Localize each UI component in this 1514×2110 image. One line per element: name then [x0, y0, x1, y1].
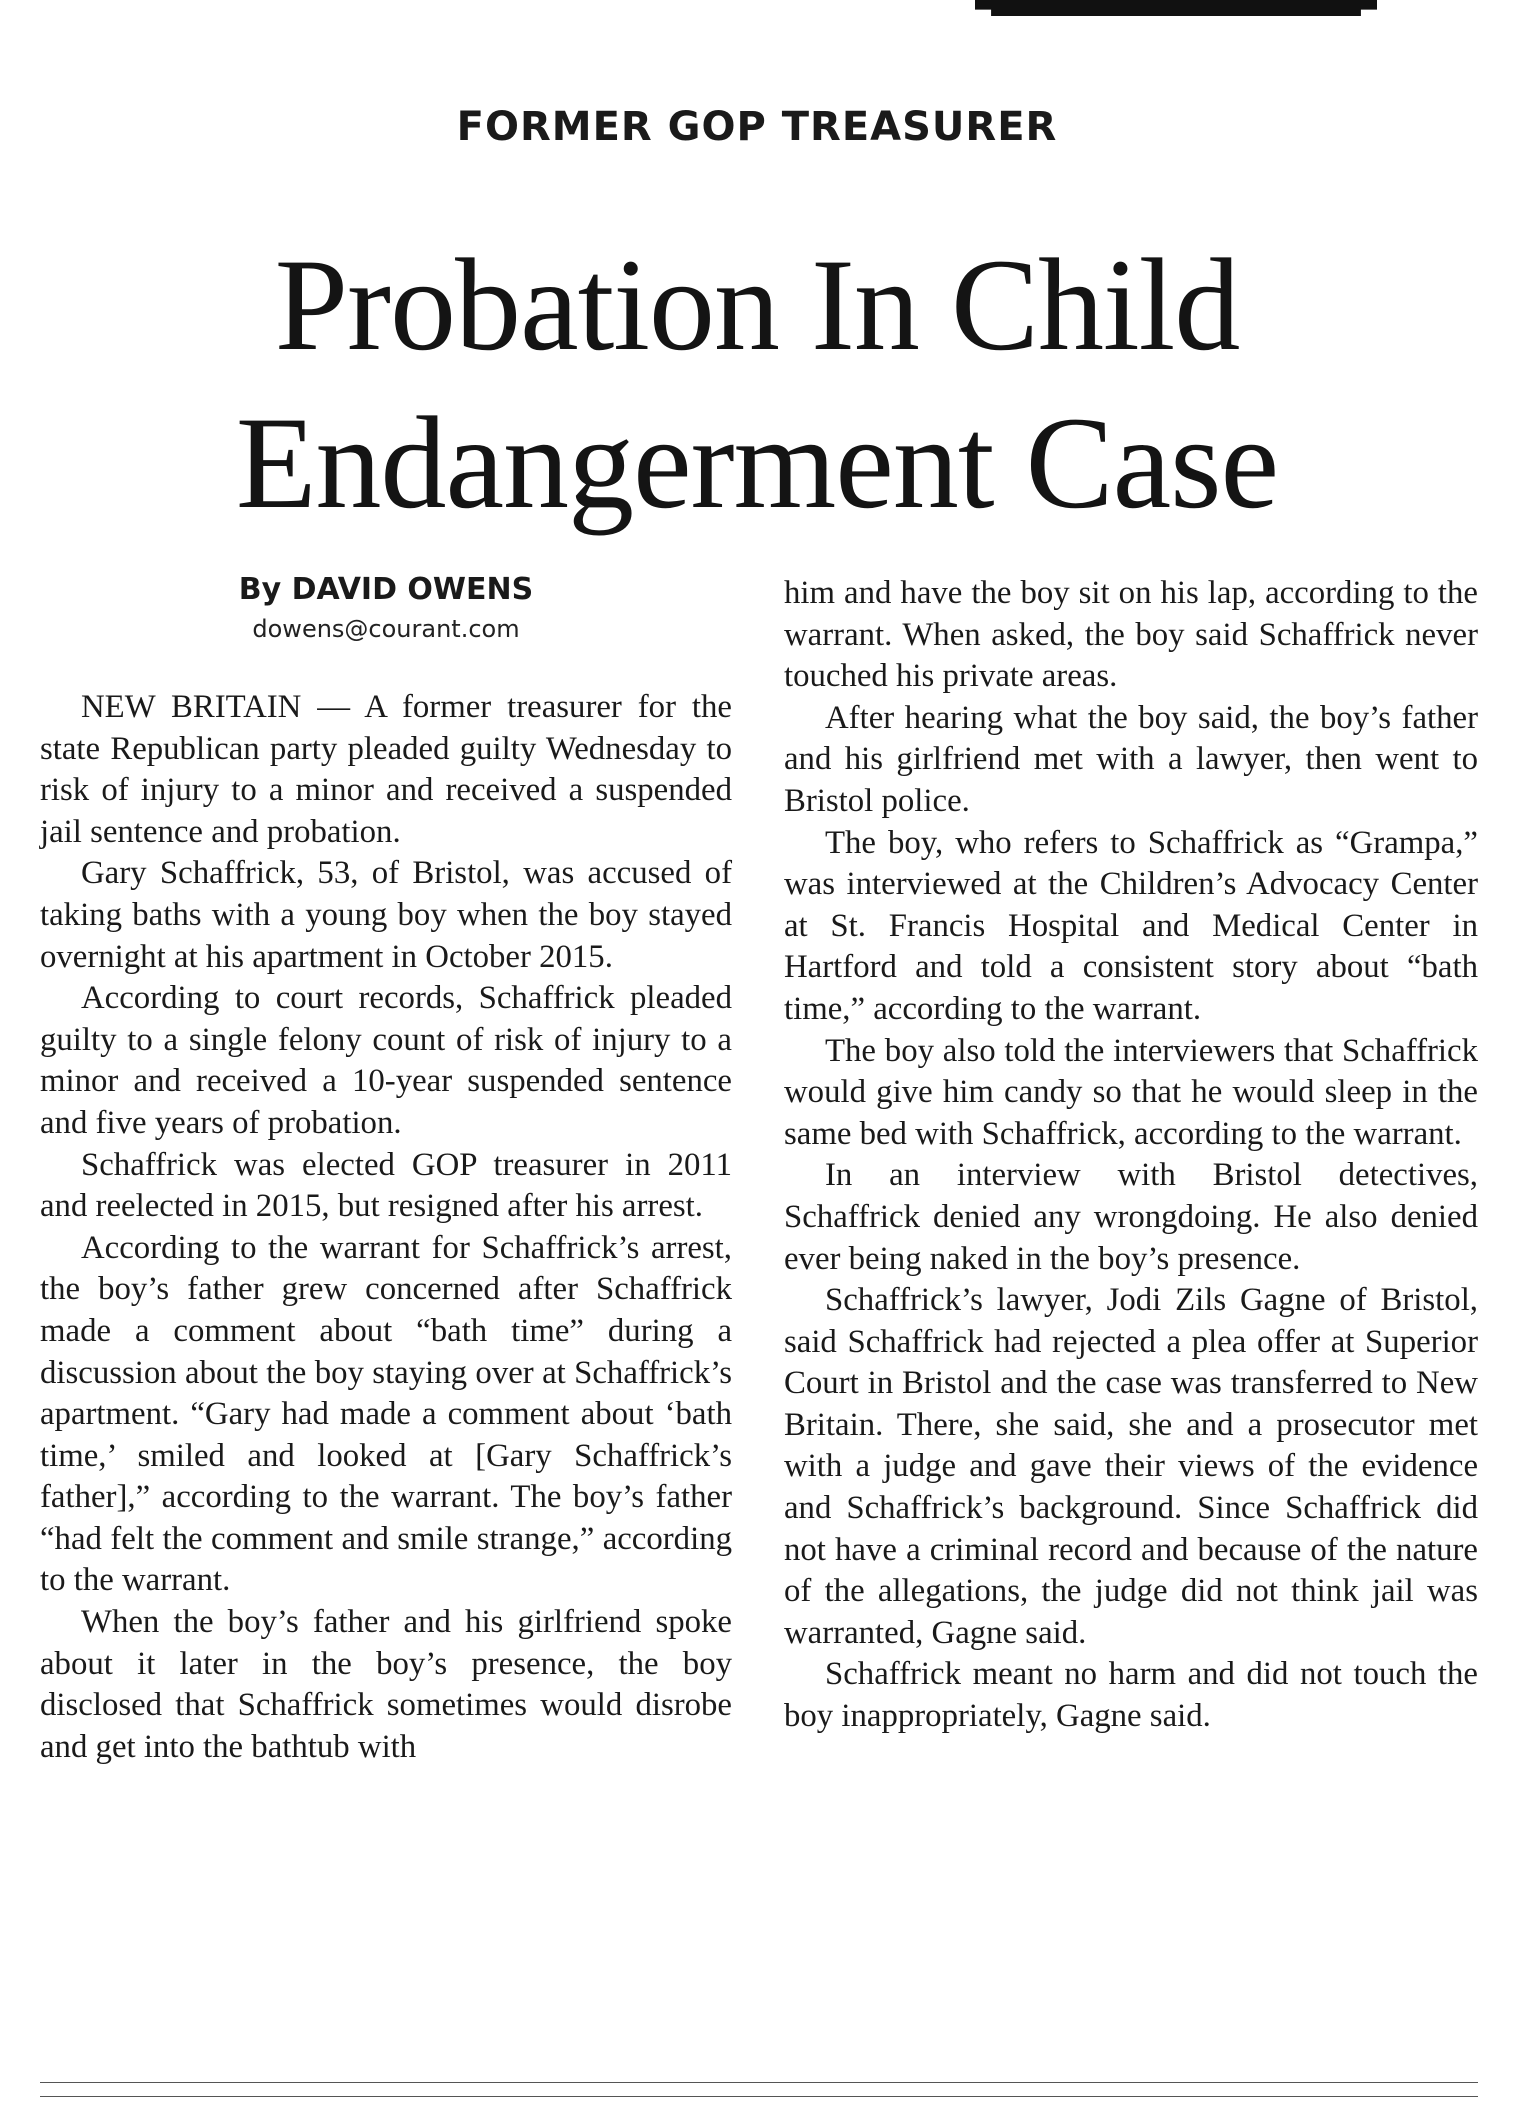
paragraph: Schaffrick meant no harm and did not touch the boy inappropriately, Gagne said. — [784, 1656, 1478, 1735]
byline-block — [40, 570, 732, 648]
paragraph: In an interview with Bristol detectives, Schaffrick denied any wrongdoing. He also denied ever being naked in the boy’s presence. — [784, 1157, 1478, 1277]
paragraph: The boy, who refers to Schaffrick as “Grampa,” was interviewed at the Children’s Advocacy Center at St. Francis Hospital and Medical Center in Hartford and told a consistent story about “bath time,” according to the warrant. — [784, 824, 1478, 1027]
bottom-rule — [40, 2082, 1478, 2083]
section-masthead-fragment — [975, 0, 1377, 16]
paragraph: NEW BRITAIN — A former treasurer for the state Republican party pleaded guilty Wednesday to risk of injury to a minor and received a suspended jail sentence and probation. — [40, 689, 732, 850]
paragraph: After hearing what the boy said, the boy’s father and his girlfriend met with a lawyer, then went to Bristol police. — [784, 699, 1478, 819]
paragraph: According to court records, Schaffrick pleaded guilty to a single felony count of risk of injury to a minor and received a 10-year suspended sentence and five years of probation. — [40, 980, 732, 1141]
article-column-right — [784, 573, 1478, 1738]
paragraph: Gary Schaffrick, 53, of Bristol, was accused of taking baths with a young boy when the boy stayed overnight at his apartment in October 2015. — [40, 855, 732, 975]
paragraph: The boy also told the interviewers that Schaffrick would give him candy so that he would sleep in the same bed with Schaffrick, according to the warrant. — [784, 1032, 1478, 1152]
kicker: FORMER GOP TREASURER — [456, 104, 1058, 150]
headline — [100, 226, 1414, 542]
headline-line-1: Probation In Child — [274, 231, 1240, 378]
article-column-left — [40, 687, 732, 1768]
paragraph: Schaffrick was elected GOP treasurer in 2011 and reelected in 2015, but resigned after his arrest. — [40, 1146, 732, 1225]
headline-line-2: Endangerment Case — [235, 389, 1279, 536]
bottom-rule — [40, 2096, 1478, 2097]
paragraph: him and have the boy sit on his lap, according to the warrant. When asked, the boy said Schaffrick never touched his private areas. — [784, 575, 1478, 695]
paragraph: When the boy’s father and his girlfriend spoke about it later in the boy’s presence, the boy disclosed that Schaffrick sometimes would disrobe and get into the bathtub with — [40, 1604, 732, 1765]
byline: By DAVID OWENS — [238, 572, 534, 607]
author-email: dowens@courant.com — [252, 615, 520, 643]
paragraph: Schaffrick’s lawyer, Jodi Zils Gagne of Bristol, said Schaffrick had rejected a plea offer at Superior Court in Bristol and the case was transferred to New Britain. There, she said, she and a prosecutor met with a judge and gave their views of the evidence and Schaffrick’s background. Since Schaffrick did not have a criminal record and because of the nature of the allegations, the judge did not think jail was warranted, Gagne said. — [784, 1282, 1478, 1651]
paragraph: According to the warrant for Schaffrick’s arrest, the boy’s father grew concerned after Schaffrick made a comment about “bath time” during a discussion about the boy staying over at Schaffrick’s apartment. “Gary had made a comment about ‘bath time,’ smiled and looked at [Gary Schaffrick’s father],” according to the warrant. The boy’s father “had felt the comment and smile strange,” according to the warrant. — [40, 1229, 732, 1599]
